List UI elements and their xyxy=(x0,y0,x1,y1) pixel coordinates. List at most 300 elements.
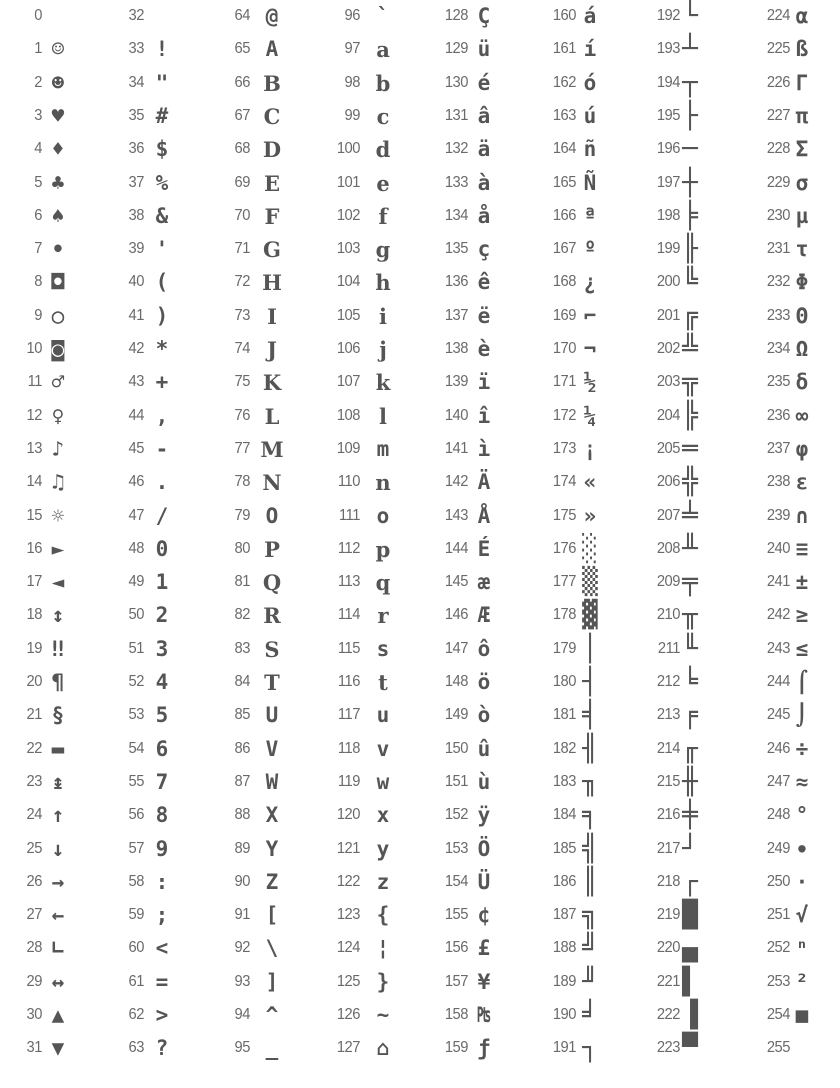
char-code: 64 xyxy=(234,7,250,24)
char-code: 241 xyxy=(766,573,790,591)
char-code: 164 xyxy=(552,140,576,158)
char-code: 63 xyxy=(128,1039,144,1057)
char-code: 134 xyxy=(444,206,468,224)
char-glyph: Å xyxy=(477,503,491,528)
char-glyph: ♂ xyxy=(51,370,65,395)
char-code: 189 xyxy=(552,972,576,990)
char-glyph: ▄ xyxy=(682,933,698,964)
char-glyph: ↓ xyxy=(51,836,65,861)
char-glyph: u xyxy=(376,703,390,728)
char-code: 221 xyxy=(656,972,680,990)
char-code: 120 xyxy=(336,806,360,824)
char-glyph: z xyxy=(376,869,390,894)
char-glyph: g xyxy=(375,237,391,263)
char-code: 119 xyxy=(337,772,360,790)
char-glyph: ╗ xyxy=(582,900,598,931)
char-glyph: ☻ xyxy=(51,70,65,95)
char-glyph: π xyxy=(795,103,809,128)
char-code: 47 xyxy=(128,506,144,524)
char-glyph: ¼ xyxy=(583,403,597,428)
char-code: 156 xyxy=(444,939,468,957)
char-code: 125 xyxy=(336,972,360,990)
char-glyph: ┤ xyxy=(582,667,598,697)
char-glyph: y xyxy=(376,836,390,861)
char-glyph: R xyxy=(263,603,281,629)
char-glyph: è xyxy=(477,337,491,361)
char-glyph: d xyxy=(375,137,391,163)
char-glyph: e xyxy=(376,170,390,196)
char-code: 68 xyxy=(234,140,250,158)
char-glyph: ñ xyxy=(583,137,597,162)
char-glyph: Ä xyxy=(477,470,491,495)
char-code: 169 xyxy=(552,306,576,324)
char-code: 145 xyxy=(444,573,468,591)
char-glyph: ■ xyxy=(795,1003,809,1027)
char-glyph: ≡ xyxy=(795,536,809,561)
char-code: 98 xyxy=(344,73,360,91)
char-code: 239 xyxy=(766,506,790,524)
char-glyph: ┴ xyxy=(682,34,698,65)
char-glyph: ↨ xyxy=(51,769,65,794)
char-code: 195 xyxy=(656,106,680,124)
char-code: 163 xyxy=(552,106,576,124)
char-glyph: £ xyxy=(477,936,491,961)
char-code: 10 xyxy=(26,340,42,357)
char-glyph: ) xyxy=(155,303,169,328)
char-glyph: Q xyxy=(262,570,282,596)
char-code: 16 xyxy=(26,539,42,557)
char-code: 223 xyxy=(656,1039,680,1057)
char-glyph: ▲ xyxy=(51,1003,65,1027)
char-glyph: ╫ xyxy=(682,766,698,797)
char-code: 220 xyxy=(656,939,680,957)
char-glyph: √ xyxy=(795,903,809,928)
char-glyph: ║ xyxy=(582,866,598,897)
char-code: 53 xyxy=(128,706,144,724)
char-glyph: ┼ xyxy=(682,167,698,198)
char-code: 110 xyxy=(337,473,360,491)
char-code: 178 xyxy=(552,606,576,624)
char-glyph: ╒ xyxy=(682,700,698,731)
char-code: 28 xyxy=(26,939,42,957)
char-code: 214 xyxy=(656,739,680,757)
char-glyph: ( xyxy=(155,270,169,295)
char-code: 194 xyxy=(656,73,680,91)
char-glyph: ╦ xyxy=(682,367,698,398)
char-code: 181 xyxy=(552,706,576,724)
char-code: 84 xyxy=(234,673,250,690)
char-code: 158 xyxy=(444,1006,468,1023)
char-code: 101 xyxy=(336,173,360,191)
char-glyph: ♦ xyxy=(51,137,65,162)
char-code: 165 xyxy=(552,173,576,191)
char-glyph: ♥ xyxy=(51,103,65,128)
char-code: 111 xyxy=(338,506,360,524)
char-glyph: D xyxy=(262,137,282,163)
char-code: 185 xyxy=(552,839,576,857)
char-code: 127 xyxy=(336,1039,360,1057)
char-code: 91 xyxy=(234,906,250,924)
char-glyph: ╕ xyxy=(582,800,598,831)
char-code: 49 xyxy=(128,573,144,591)
char-code: 20 xyxy=(26,673,42,690)
char-code: 109 xyxy=(336,439,360,457)
char-glyph: ∟ xyxy=(51,936,65,961)
char-code: 155 xyxy=(444,906,468,924)
char-code: 100 xyxy=(336,140,360,158)
char-code: 7 xyxy=(34,240,42,258)
char-code: 85 xyxy=(234,706,250,724)
char-code: 99 xyxy=(344,106,360,124)
char-code: 80 xyxy=(234,539,250,557)
char-code: 26 xyxy=(26,872,42,890)
char-glyph: ! xyxy=(155,37,169,62)
char-glyph: m xyxy=(376,436,390,461)
char-code: 216 xyxy=(656,806,680,824)
char-glyph: ◘ xyxy=(51,270,65,295)
char-glyph: ì xyxy=(477,436,491,461)
char-glyph: I xyxy=(267,303,277,329)
char-code: 249 xyxy=(766,839,790,857)
char-glyph: ╠ xyxy=(682,400,698,431)
char-glyph: G xyxy=(263,237,281,263)
char-code: 240 xyxy=(766,539,790,557)
char-code: 113 xyxy=(337,573,360,591)
char-code: 4 xyxy=(34,140,42,158)
char-glyph: │ xyxy=(582,633,598,664)
char-code: 107 xyxy=(336,373,360,391)
char-glyph: ê xyxy=(477,270,491,295)
char-glyph: ¬ xyxy=(583,337,597,361)
char-code: 206 xyxy=(656,473,680,491)
char-glyph: ╧ xyxy=(682,500,698,531)
char-code: 208 xyxy=(656,539,680,557)
char-glyph: ═ xyxy=(682,433,698,464)
char-glyph: ╨ xyxy=(682,533,698,564)
char-glyph: ? xyxy=(155,1036,169,1061)
char-glyph: k xyxy=(375,370,391,396)
char-glyph: $ xyxy=(155,137,169,162)
char-glyph: τ xyxy=(795,237,809,262)
char-code: 78 xyxy=(234,473,250,491)
char-code: 9 xyxy=(34,306,42,324)
char-code: 89 xyxy=(234,839,250,857)
char-code: 244 xyxy=(766,673,790,690)
char-glyph: ▼ xyxy=(51,1036,65,1061)
char-glyph: ¶ xyxy=(51,670,65,694)
char-code: 6 xyxy=(34,206,42,224)
char-code: 247 xyxy=(766,772,790,790)
char-code: 151 xyxy=(444,772,468,790)
char-code: 81 xyxy=(234,573,250,591)
char-glyph: ▓ xyxy=(582,600,598,631)
char-glyph: } xyxy=(376,969,390,994)
char-code: 203 xyxy=(656,373,680,391)
char-glyph: ₧ xyxy=(477,1003,491,1027)
char-glyph: " xyxy=(155,70,169,95)
char-glyph: î xyxy=(477,403,491,428)
char-code: 112 xyxy=(337,539,360,557)
char-code: 130 xyxy=(444,73,468,91)
char-code: 232 xyxy=(766,273,790,291)
char-code: 43 xyxy=(128,373,144,391)
char-code: 24 xyxy=(26,806,42,824)
char-glyph: ← xyxy=(51,903,65,928)
char-code: 175 xyxy=(552,506,576,524)
char-code: 191 xyxy=(552,1039,576,1057)
char-code: 19 xyxy=(26,639,42,657)
char-glyph: ▒ xyxy=(582,567,598,598)
char-glyph: ú xyxy=(583,103,597,128)
char-code: 230 xyxy=(766,206,790,224)
char-glyph: \ xyxy=(265,936,279,961)
char-code: 238 xyxy=(766,473,790,491)
char-code: 51 xyxy=(128,639,144,657)
char-code: 72 xyxy=(234,273,250,291)
char-code: 160 xyxy=(552,7,576,24)
char-glyph: ± xyxy=(795,570,809,595)
char-glyph: ε xyxy=(795,470,809,495)
char-code: 205 xyxy=(656,439,680,457)
char-code: 31 xyxy=(26,1039,42,1057)
char-code: 235 xyxy=(766,373,790,391)
char-code: 90 xyxy=(234,872,250,890)
char-glyph: n xyxy=(375,470,391,496)
char-glyph: ♀ xyxy=(51,403,65,428)
char-glyph: ë xyxy=(477,303,491,328)
char-code: 106 xyxy=(336,340,360,357)
char-glyph: T xyxy=(264,670,280,695)
char-glyph: F xyxy=(264,203,280,229)
char-glyph: Y xyxy=(265,836,279,861)
char-glyph: ╪ xyxy=(682,800,698,831)
char-glyph: ↕ xyxy=(51,603,65,628)
char-glyph: ├ xyxy=(682,100,698,131)
char-code: 12 xyxy=(26,406,42,424)
char-glyph: ; xyxy=(155,903,169,928)
char-code: 69 xyxy=(234,173,250,191)
char-code: 92 xyxy=(234,939,250,957)
char-glyph: S xyxy=(264,636,280,662)
char-glyph: ç xyxy=(477,237,491,262)
char-glyph: Ñ xyxy=(583,170,597,195)
char-glyph: o xyxy=(376,503,390,528)
char-glyph: ' xyxy=(155,237,169,262)
char-glyph: Ö xyxy=(477,836,491,861)
char-glyph: i xyxy=(379,303,387,329)
char-glyph: M xyxy=(260,436,284,462)
char-code: 13 xyxy=(26,439,42,457)
char-code: 183 xyxy=(552,772,576,790)
char-glyph: p xyxy=(375,536,391,562)
char-code: 11 xyxy=(27,373,42,391)
char-code: 57 xyxy=(128,839,144,857)
char-code: 196 xyxy=(656,140,680,158)
char-glyph: 8 xyxy=(155,803,169,828)
char-glyph: % xyxy=(155,170,169,195)
char-code: 154 xyxy=(444,872,468,890)
char-glyph: ° xyxy=(795,803,809,828)
char-glyph: j xyxy=(379,337,387,362)
char-glyph: ù xyxy=(477,769,491,794)
char-code: 200 xyxy=(656,273,680,291)
char-code: 253 xyxy=(766,972,790,990)
char-glyph: ó xyxy=(583,70,597,95)
char-glyph: : xyxy=(155,869,169,894)
char-code: 8 xyxy=(34,273,42,291)
char-glyph: _ xyxy=(265,1036,279,1061)
char-code: 27 xyxy=(26,906,42,924)
char-code: 190 xyxy=(552,1006,576,1023)
char-glyph: ╖ xyxy=(582,766,598,797)
char-code: 0 xyxy=(34,7,42,24)
char-code: 252 xyxy=(766,939,790,957)
char-glyph: ◙ xyxy=(51,337,65,361)
char-glyph: ¿ xyxy=(583,270,597,295)
char-code: 213 xyxy=(656,706,680,724)
char-glyph: ² xyxy=(795,969,809,994)
char-glyph: É xyxy=(477,536,491,561)
char-code: 199 xyxy=(656,240,680,258)
char-glyph: ½ xyxy=(583,370,597,395)
char-glyph: Ç xyxy=(477,4,491,28)
char-code: 148 xyxy=(444,673,468,690)
char-code: 128 xyxy=(444,7,468,24)
char-glyph: Ü xyxy=(477,869,491,894)
char-glyph: ß xyxy=(795,37,809,62)
char-code: 71 xyxy=(234,240,250,258)
char-glyph: C xyxy=(263,103,281,129)
char-code: 150 xyxy=(444,739,468,757)
char-glyph: 9 xyxy=(155,836,169,861)
char-code: 228 xyxy=(766,140,790,158)
char-code: 32 xyxy=(128,7,144,24)
char-code: 96 xyxy=(344,7,360,24)
char-glyph: ⁿ xyxy=(795,936,809,961)
char-code: 70 xyxy=(234,206,250,224)
char-glyph: ∙ xyxy=(795,836,809,861)
char-glyph: í xyxy=(583,37,597,62)
char-code: 245 xyxy=(766,706,790,724)
char-code: 23 xyxy=(26,772,42,790)
char-glyph: 3 xyxy=(155,636,169,661)
char-glyph: f xyxy=(378,203,388,229)
char-glyph: Z xyxy=(265,869,279,894)
char-code: 123 xyxy=(336,906,360,924)
char-code: 159 xyxy=(444,1039,468,1057)
char-code: 250 xyxy=(766,872,790,890)
char-code: 87 xyxy=(234,772,250,790)
char-code: 33 xyxy=(128,40,144,58)
char-code: 75 xyxy=(234,373,250,391)
char-code: 234 xyxy=(766,340,790,357)
char-glyph: ï xyxy=(477,370,491,395)
char-code: 171 xyxy=(552,373,576,391)
char-code: 135 xyxy=(444,240,468,258)
char-glyph: N xyxy=(262,470,282,496)
char-code: 108 xyxy=(336,406,360,424)
char-code: 97 xyxy=(344,40,360,58)
char-code: 14 xyxy=(26,473,42,491)
char-glyph: ¢ xyxy=(477,903,491,928)
char-code: 207 xyxy=(656,506,680,524)
char-glyph: ┌ xyxy=(682,866,698,897)
char-code: 166 xyxy=(552,206,576,224)
char-code: 54 xyxy=(128,739,144,757)
char-glyph: ╢ xyxy=(582,733,598,764)
char-glyph: ♫ xyxy=(51,470,65,495)
char-code: 56 xyxy=(128,806,144,824)
char-glyph: ª xyxy=(583,203,597,228)
char-glyph: E xyxy=(263,170,280,196)
char-glyph: ↔ xyxy=(51,969,65,994)
char-glyph: t xyxy=(378,670,388,695)
char-code: 224 xyxy=(766,7,790,24)
char-code: 142 xyxy=(444,473,468,491)
char-glyph: 4 xyxy=(155,670,169,694)
char-glyph: â xyxy=(477,103,491,128)
char-code: 66 xyxy=(234,73,250,91)
char-glyph: A xyxy=(265,37,279,62)
char-code: 139 xyxy=(444,373,468,391)
char-glyph: W xyxy=(265,769,279,794)
char-code: 153 xyxy=(444,839,468,857)
char-code: 65 xyxy=(234,40,250,58)
char-glyph: # xyxy=(155,103,169,128)
char-glyph: ] xyxy=(265,969,279,994)
char-glyph: ⌠ xyxy=(795,670,809,694)
char-glyph: * xyxy=(155,337,169,361)
char-glyph: Φ xyxy=(795,270,809,295)
char-code: 167 xyxy=(552,240,576,258)
char-glyph: Ω xyxy=(795,337,809,361)
char-glyph: ≤ xyxy=(795,636,809,661)
char-glyph: ▬ xyxy=(51,736,65,761)
char-glyph: > xyxy=(155,1003,169,1027)
char-glyph: ╜ xyxy=(582,966,598,997)
char-code: 35 xyxy=(128,106,144,124)
char-code: 62 xyxy=(128,1006,144,1023)
char-glyph: ƒ xyxy=(477,1036,491,1061)
char-glyph: s xyxy=(376,636,390,661)
char-glyph: ╔ xyxy=(682,300,698,331)
char-glyph: l xyxy=(379,403,387,429)
char-code: 116 xyxy=(337,673,360,690)
char-code: 1 xyxy=(34,40,42,58)
char-glyph: ♠ xyxy=(51,203,65,228)
char-glyph: ‼ xyxy=(51,636,65,661)
char-code: 42 xyxy=(128,340,144,357)
char-code: 86 xyxy=(234,739,250,757)
char-glyph: α xyxy=(795,4,809,28)
char-code: 93 xyxy=(234,972,250,990)
char-code: 188 xyxy=(552,939,576,957)
char-glyph: ☼ xyxy=(51,503,65,528)
char-glyph: « xyxy=(583,470,597,495)
char-glyph: ≥ xyxy=(795,603,809,628)
char-code: 138 xyxy=(444,340,468,357)
char-glyph: ÷ xyxy=(795,736,809,761)
char-glyph: ○ xyxy=(51,303,65,328)
char-code: 176 xyxy=(552,539,576,557)
char-glyph: û xyxy=(477,736,491,761)
char-code: 211 xyxy=(657,639,680,657)
char-code: 255 xyxy=(766,1039,790,1057)
char-glyph: h xyxy=(375,270,391,296)
char-code: 182 xyxy=(552,739,576,757)
char-code: 95 xyxy=(234,1039,250,1057)
char-glyph: v xyxy=(376,736,390,761)
